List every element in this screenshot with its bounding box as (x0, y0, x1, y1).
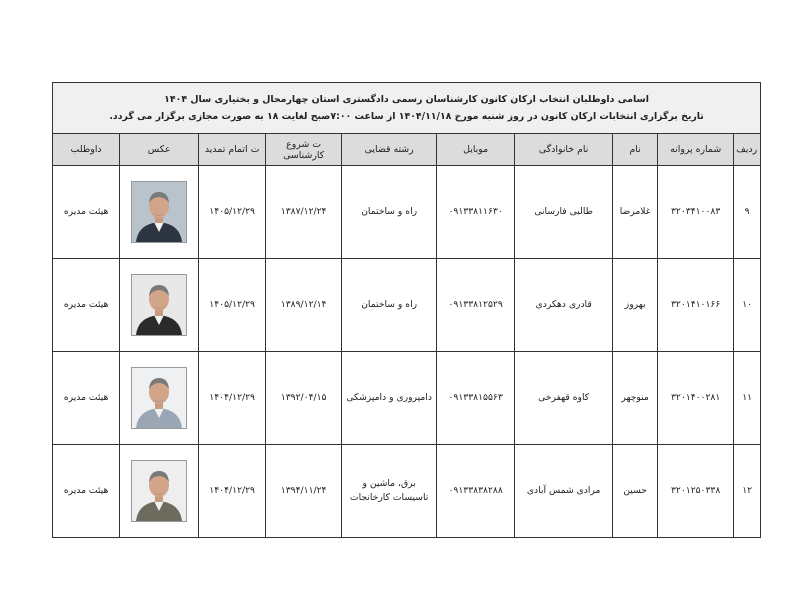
cell-photo (120, 259, 199, 352)
col-header-photo: عکس (120, 134, 199, 166)
cell-first-name: بهروز (613, 259, 658, 352)
header-row (53, 134, 761, 166)
table-row (53, 166, 761, 259)
cell-first-name: منوچهر (613, 352, 658, 445)
cell-mobile: ۰۹۱۳۳۸۱۱۶۳۰ (437, 166, 515, 259)
title-line-2: تاریخ برگزاری انتخابات ارکان کانون در روز شنبه مورخ ۱۴۰۴/۱۱/۱۸ از ساعت ۷:۰۰صبح لغایت ۱۸ به صورت مجازی برگزار می گردد. (109, 111, 704, 122)
cell-start: ۱۳۹۴/۱۱/۲۴ (266, 445, 342, 538)
cell-photo (120, 352, 199, 445)
col-header-renewal: ت اتمام تمدید (199, 134, 266, 166)
cell-candidacy: هیئت مدیره (53, 166, 120, 259)
person-photo-icon (131, 274, 187, 336)
cell-first-name: غلامرضا (613, 166, 658, 259)
cell-field: راه و ساختمان (342, 166, 437, 259)
col-header-mobile: موبایل (437, 134, 515, 166)
title-row (53, 83, 761, 134)
cell-candidacy: هیئت مدیره (53, 445, 120, 538)
cell-row: ۱۱ (734, 352, 761, 445)
title-line-1: اسامی داوطلبان انتخاب ارکان کانون کارشناسان رسمی دادگستری استان چهارمحال و بختیاری سال ۱۴۰۴ (164, 94, 649, 105)
cell-last-name: مرادی شمس آبادی (515, 445, 613, 538)
cell-renewal: ۱۴۰۴/۱۲/۲۹ (199, 445, 266, 538)
cell-field: برق، ماشین و تاسیسات کارخانجات (342, 445, 437, 538)
cell-last-name: طالبی فارسانی (515, 166, 613, 259)
cell-last-name: کاوه قهفرخی (515, 352, 613, 445)
person-photo-icon (131, 367, 187, 429)
cell-license: ۳۲۰۱۴۰۰۲۸۱ (658, 352, 734, 445)
person-photo-icon (131, 181, 187, 243)
cell-photo (120, 445, 199, 538)
cell-mobile: ۰۹۱۳۳۸۱۲۵۲۹ (437, 259, 515, 352)
table-title (53, 83, 761, 134)
cell-photo (120, 166, 199, 259)
col-header-candidacy: داوطلب (53, 134, 120, 166)
candidates-table (52, 82, 761, 538)
table-row (53, 352, 761, 445)
cell-row: ۱۰ (734, 259, 761, 352)
cell-start: ۱۳۸۹/۱۲/۱۴ (266, 259, 342, 352)
cell-start: ۱۳۸۷/۱۲/۲۴ (266, 166, 342, 259)
col-header-last-name: نام خانوادگی (515, 134, 613, 166)
table-row (53, 259, 761, 352)
cell-row: ۹ (734, 166, 761, 259)
col-header-first-name: نام (613, 134, 658, 166)
col-header-field: رشته قضایی (342, 134, 437, 166)
person-photo-icon (131, 460, 187, 522)
cell-last-name: قادری دهکردی (515, 259, 613, 352)
cell-renewal: ۱۴۰۴/۱۲/۲۹ (199, 352, 266, 445)
cell-first-name: حسین (613, 445, 658, 538)
cell-license: ۳۲۰۱۲۵۰۳۳۸ (658, 445, 734, 538)
cell-mobile: ۰۹۱۳۳۸۳۸۲۸۸ (437, 445, 515, 538)
cell-start: ۱۳۹۲/۰۴/۱۵ (266, 352, 342, 445)
cell-field: دامپروری و دامپزشکی (342, 352, 437, 445)
cell-license: ۳۲۰۳۴۱۰۰۸۳ (658, 166, 734, 259)
col-header-start: ت شروع کارشناسی (266, 134, 342, 166)
candidates-sheet (52, 82, 760, 538)
cell-candidacy: هیئت مدیره (53, 259, 120, 352)
cell-mobile: ۰۹۱۳۳۸۱۵۵۶۳ (437, 352, 515, 445)
cell-license: ۳۲۰۱۴۱۰۱۶۶ (658, 259, 734, 352)
cell-field: راه و ساختمان (342, 259, 437, 352)
cell-renewal: ۱۴۰۵/۱۲/۲۹ (199, 259, 266, 352)
cell-renewal: ۱۴۰۵/۱۲/۲۹ (199, 166, 266, 259)
col-header-row: ردیف (734, 134, 761, 166)
col-header-license: شماره پروانه (658, 134, 734, 166)
cell-row: ۱۲ (734, 445, 761, 538)
cell-candidacy: هیئت مدیره (53, 352, 120, 445)
table-row (53, 445, 761, 538)
